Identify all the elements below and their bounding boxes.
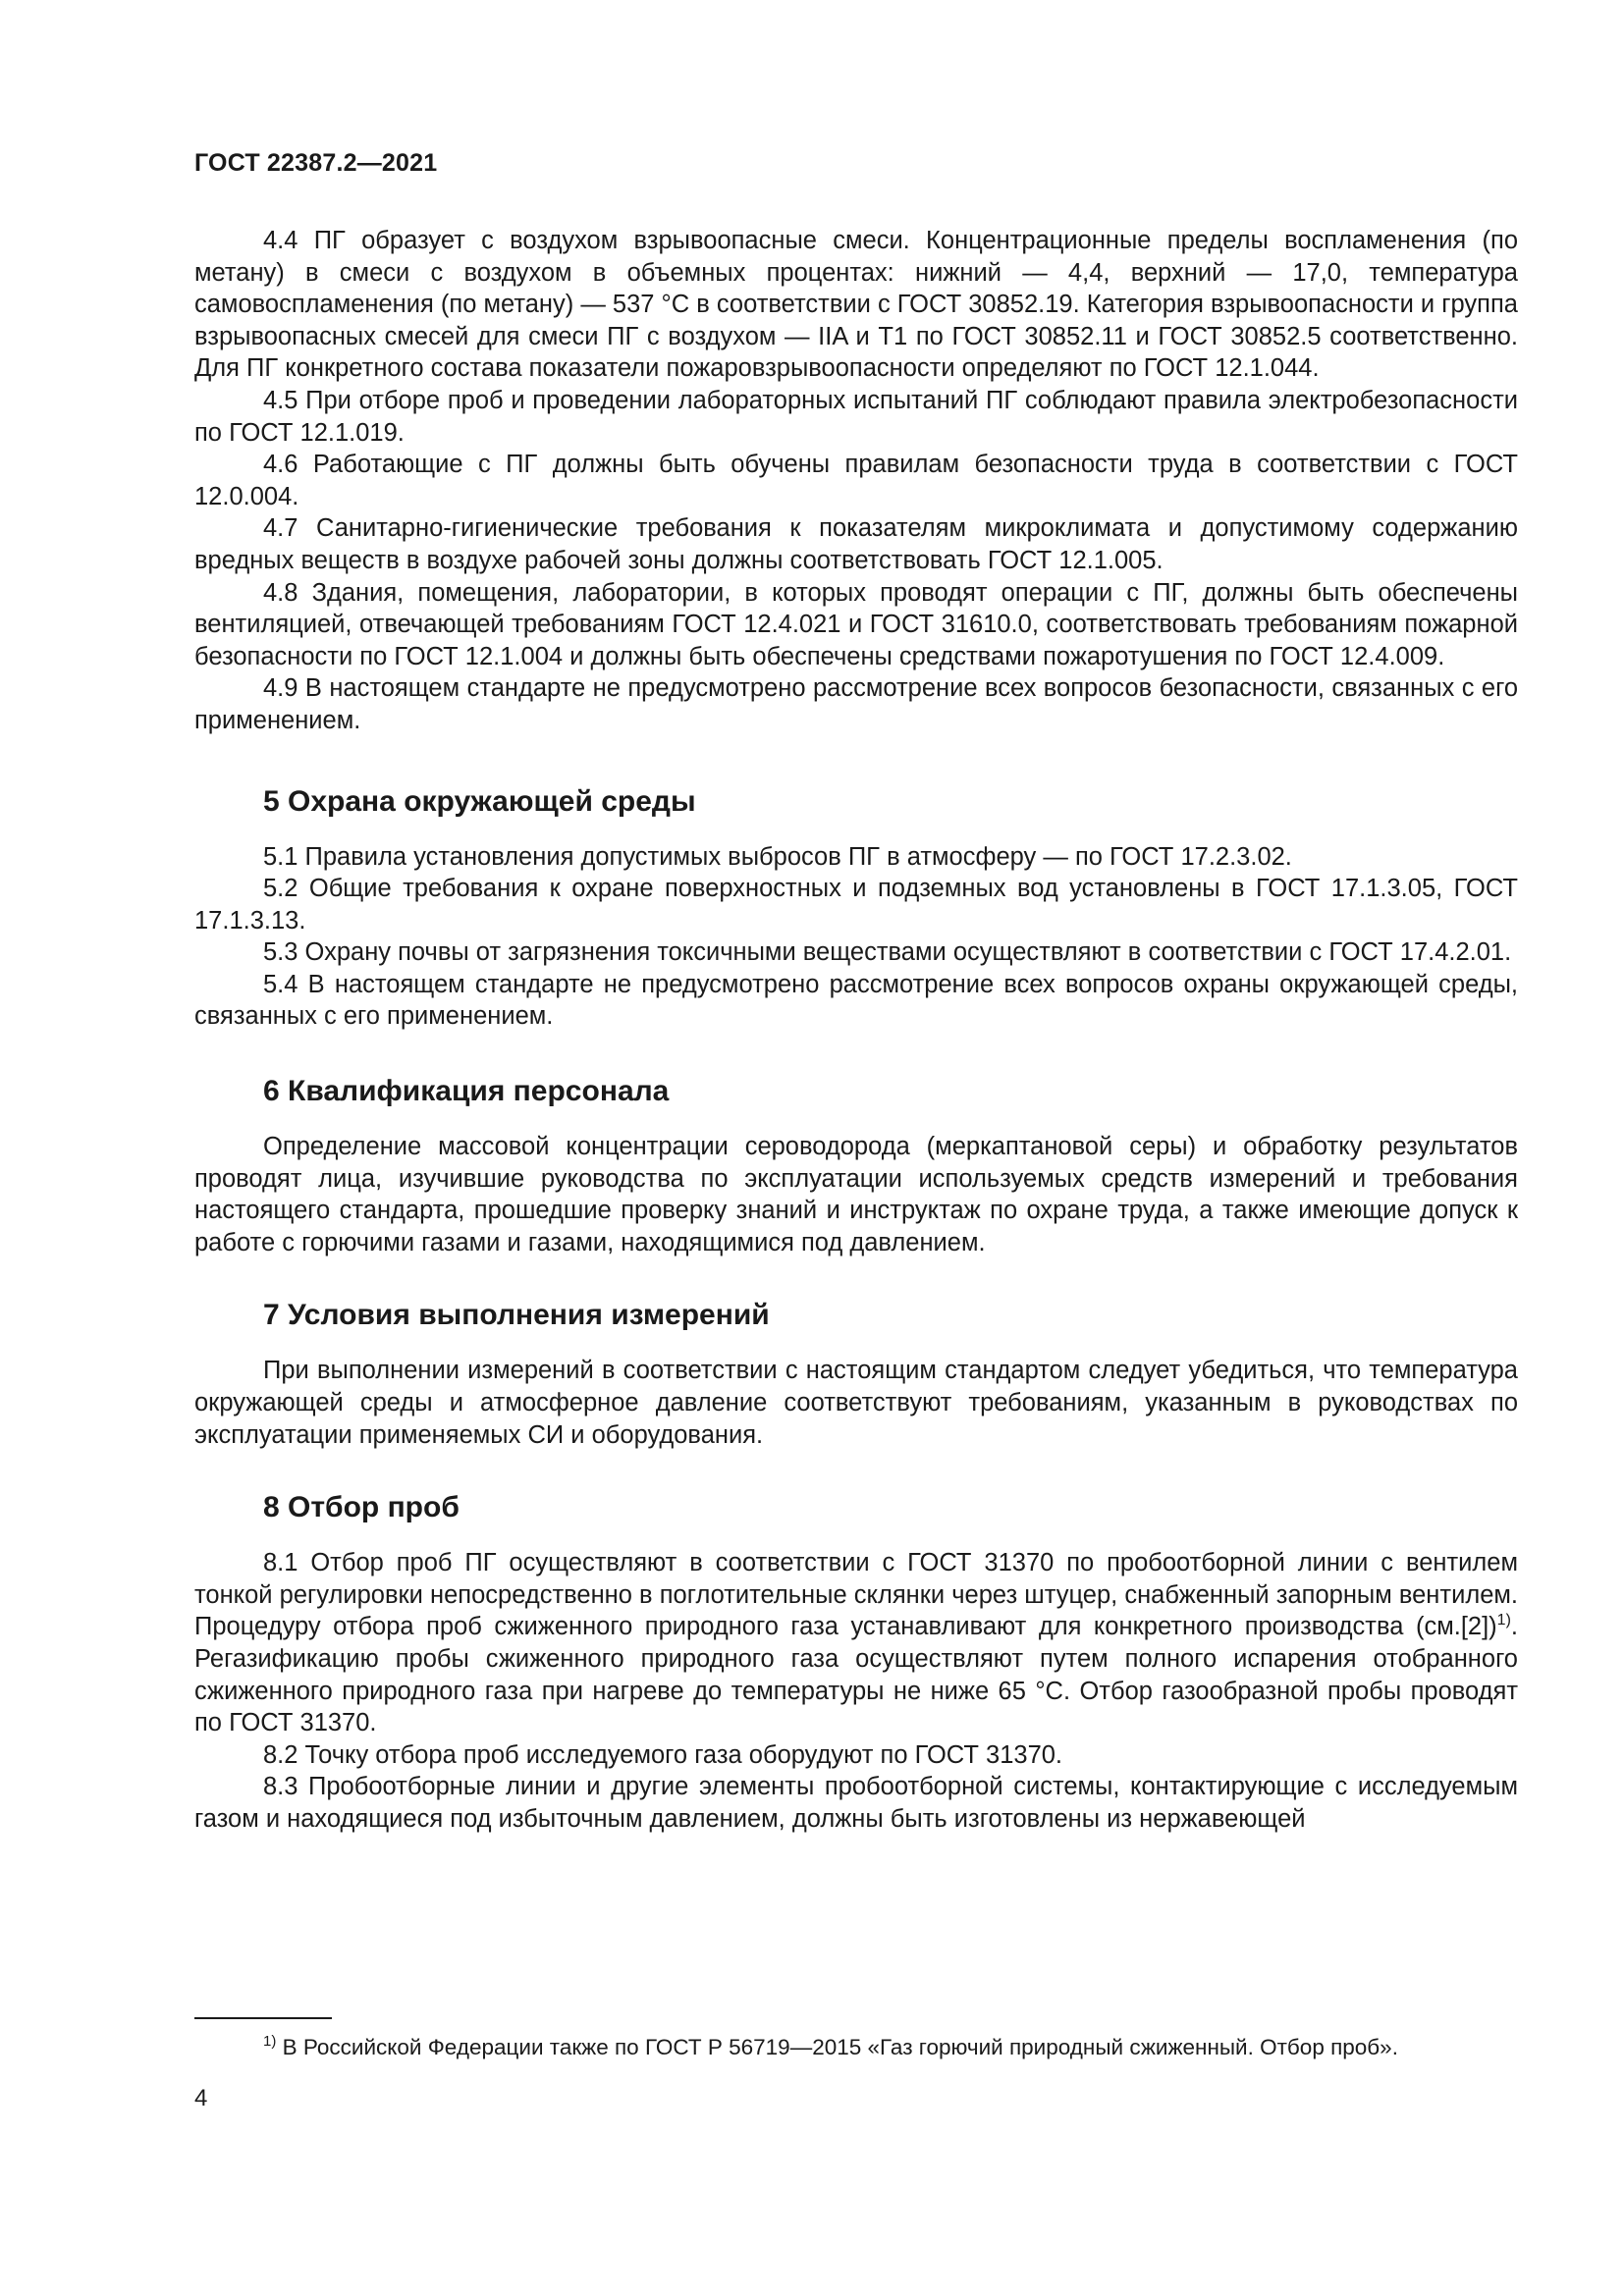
paragraph-4-5: 4.5 При отборе проб и проведении лабораторных испытаний ПГ соблюдают правила электробезопасности по ГОСТ 12.1.019. xyxy=(194,386,1518,447)
paragraph-4-7: 4.7 Санитарно-гигиенические требования к показателям микроклимата и допустимому содержанию вредных веществ в воздухе рабочей зоны должны соответствовать ГОСТ 12.1.005. xyxy=(194,514,1518,574)
footnote-marker: 1) xyxy=(263,2033,277,2050)
footnote xyxy=(263,2034,1398,2061)
paragraph-4-6: 4.6 Работающие с ПГ должны быть обучены правилам безопасности труда в соответствии с ГОСТ 12.0.004. xyxy=(194,451,1518,510)
paragraph-5-2: 5.2 Общие требования к охране поверхностных и подземных вод установлены в ГОСТ 17.1.3.05, ГОСТ 17.1.3.13. xyxy=(194,875,1518,934)
page-content xyxy=(194,225,1518,1836)
paragraph-4-9: 4.9 В настоящем стандарте не предусмотрено рассмотрение всех вопросов безопасности, связанных с его применением. xyxy=(194,674,1518,734)
paragraph-5-4: 5.4 В настоящем стандарте не предусмотрено рассмотрение всех вопросов охраны окружающей среды, связанных с его применением. xyxy=(194,970,1518,1031)
paragraph-4-8: 4.8 Здания, помещения, лаборатории, в которых проводят операции с ПГ, должны быть обеспечены вентиляцией, отвечающей требованиям ГОСТ 12.4.021 и ГОСТ 31610.0, соответствовать требованиям пожарной безопасности по ГОСТ 12.1.004 и должны быть обеспечены средствами пожаротушения по ГОСТ 12.4.009. xyxy=(194,578,1518,670)
paragraph-6: Определение массовой концентрации сероводорода (меркаптановой серы) и обработку результатов проводят лица, изучившие руководства по эксплуатации используемых средств измерений и требования настоящего стандарта, прошедшие проверку знаний и инструктаж по охране труда, а также имеющие допуск к работе с горючими газами и газами, находящимися под давлением. xyxy=(194,1133,1518,1256)
running-header: ГОСТ 22387.2—2021 xyxy=(194,149,438,177)
paragraph-8-2: 8.2 Точку отбора проб исследуемого газа оборудуют по ГОСТ 31370. xyxy=(263,1740,1063,1769)
paragraph-4-4: 4.4 ПГ образует с воздухом взрывоопасные смеси. Концентрационные пределы воспламенения (по метану) в смеси с воздухом в объемных процентах: нижний — 4,4, верхний — 17,0, температура самовоспламенения (по метану) — 537 °С в соответствии с ГОСТ 30852.19. Категория взрывоопасности и группа взрывоопасных смесей для смеси ПГ с воздухом — IIA и Т1 по ГОСТ 30852.11 и ГОСТ 30852.5 соответственно. Для ПГ конкретного состава показатели пожаровзрывоопасности определяют по ГОСТ 12.1.044. xyxy=(194,227,1518,383)
paragraph-8-1-part-b: . Регазификацию пробы сжиженного природного газа осуществляют путем полного испарения отобранного сжиженного природного газа при нагреве до температуры не ниже 65 °С. Отбор газообразной пробы проводят по ГОСТ 31370. xyxy=(194,1613,1518,1737)
footnote-separator xyxy=(194,2017,332,2019)
footnote-reference[interactable]: 1) xyxy=(1496,1612,1511,1629)
paragraph-7: При выполнении измерений в соответствии с настоящим стандартом следует убедиться, что температура окружающей среды и атмосферное давление соответствуют требованиям, указанным в руководствах по эксплуатации применяемых СИ и оборудования. xyxy=(194,1357,1518,1449)
section-heading-6: 6 Квалификация персонала xyxy=(263,1075,670,1108)
paragraph-5-3: 5.3 Охрану почвы от загрязнения токсичными веществами осуществляют в соответствии с ГОСТ 17.4.2.01. xyxy=(263,938,1512,967)
footnote-text: В Российской Федерации также по ГОСТ Р 56719—2015 «Газ горючий природный сжиженный. Отбор проб». xyxy=(276,2035,1398,2059)
page-number: 4 xyxy=(194,2085,208,2111)
section-heading-8: 8 Отбор проб xyxy=(263,1491,460,1524)
section-heading-7: 7 Условия выполнения измерений xyxy=(263,1299,770,1332)
paragraph-5-1: 5.1 Правила установления допустимых выбросов ПГ в атмосферу — по ГОСТ 17.2.3.02. xyxy=(263,842,1292,871)
section-heading-5: 5 Охрана окружающей среды xyxy=(263,784,696,818)
paragraph-8-3: 8.3 Пробоотборные линии и другие элементы пробоотборной системы, контактирующие с исследуемым газом и находящиеся под избыточным давлением, должны быть изготовлены из нержавеющей xyxy=(194,1773,1518,1833)
paragraph-8-1 xyxy=(194,1547,1518,1739)
paragraph-8-1-part-a: 8.1 Отбор проб ПГ осуществляют в соответствии с ГОСТ 31370 по пробоотборной линии с вентилем тонкой регулировки непосредственно в поглотительные склянки через штуцер, снабженный запорным вентилем. Процедуру отбора проб сжиженного природного газа устанавливают для конкретного производства (см.[2]) xyxy=(194,1549,1518,1641)
